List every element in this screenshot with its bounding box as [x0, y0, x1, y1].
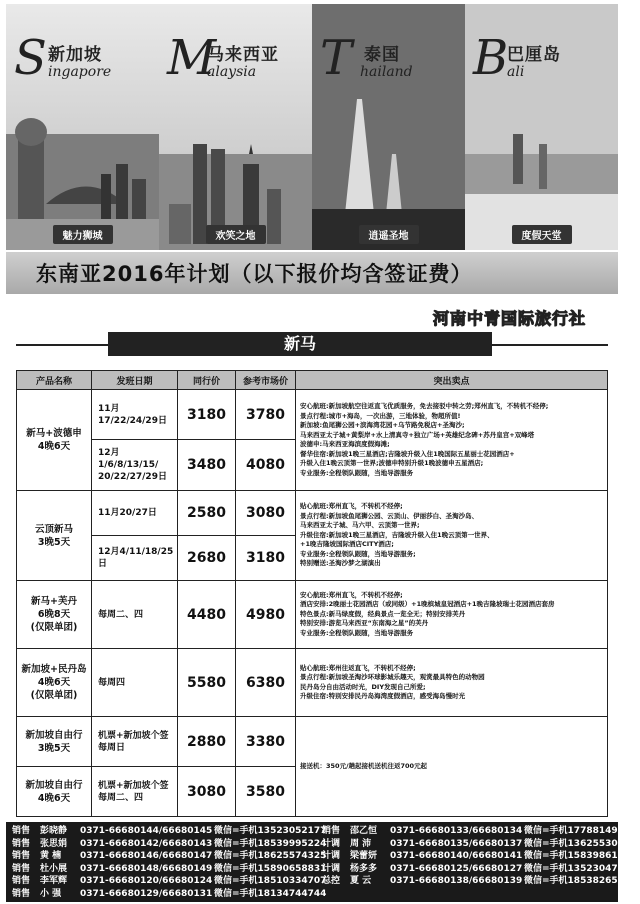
market-price: 3380 [236, 717, 296, 767]
banner-tag: 欢笑之地 [206, 225, 266, 244]
contact-role: 计调 [322, 851, 341, 862]
price-table [16, 370, 608, 817]
contact-name: 邵乙恒 [350, 826, 378, 836]
contact-phone: 0371-66680125/66680127 [390, 863, 523, 874]
contact-phone: 0371-66680146/66680147 [80, 851, 213, 862]
banner-panel-singapore [6, 4, 159, 250]
peer-price: 3480 [178, 440, 236, 491]
logo-english: alaysia [207, 64, 257, 80]
market-price: 3580 [236, 767, 296, 817]
product-name: 云顶新马 3晚5天 [17, 491, 92, 581]
contact-role: 销售 [12, 888, 31, 899]
contact-wechat: 微信=手机13523047603 [524, 863, 637, 874]
contact-wechat: 微信=手机18539995224 [214, 838, 327, 849]
contacts-left [12, 825, 330, 901]
malaysia-logo [167, 30, 312, 86]
banner-panel-thailand [312, 4, 465, 250]
logo-initial: M [167, 30, 217, 86]
logo-english: hailand [360, 64, 413, 80]
contact-line [12, 825, 330, 838]
title-bar [6, 252, 618, 294]
market-price: 4980 [236, 581, 296, 649]
peer-price: 3080 [178, 767, 236, 817]
product-name: 新加坡自由行 4晚6天 [17, 767, 92, 817]
peer-price: 4480 [178, 581, 236, 649]
highlights: 安心航班:新加坡航空往返直飞优质服务，免去接驳中转之劳;郑州直飞，不转机不经停; 景点行程:城市+海岛，一次出游，三地体验，物超所值! 新加坡:鱼尾狮公园+滨海湾花园+乌节路免税店+圣淘沙; 马来西亚太子城+黄梨岸+水上清真寺+独立广场+英雄纪念碑+苏丹皇宫+双峰塔 波德申:马来西亚海滨度假海滩; 督华住宿:新加坡1晚三星酒店;吉隆坡升级入住1晚国际五星丽士花园酒店+ 升级入住1晚云顶第一世界;波德申特别升级1晚波德申五星酒店; 专业服务:全程领队跟随，当地导游服务 [296, 390, 608, 491]
contacts-footer [6, 822, 637, 902]
logo-initial: T [320, 30, 353, 86]
contact-wechat: 微信=手机13625530998 [524, 838, 637, 849]
contact-line [12, 888, 330, 901]
singapore-logo [14, 30, 159, 86]
contact-wechat: 微信=手机13523052177 [214, 826, 327, 836]
contact-line [322, 825, 640, 838]
contact-name: 张思娟 [40, 838, 68, 849]
logo-chinese: 马来西亚 [207, 45, 279, 65]
contact-line [322, 863, 640, 876]
product-name: 新加坡+民丹岛 4晚6天 (仅限单团) [17, 649, 92, 717]
thailand-logo [320, 30, 465, 86]
contact-phone: 0371-66680138/66680139 [390, 876, 523, 887]
contact-phone: 0371-66680148/66680149 [80, 863, 213, 874]
departure-date: 11月20/27日 [92, 491, 178, 536]
departure-date: 12月1/6/8/13/15/ 20/22/27/29日 [92, 440, 178, 491]
header-dates: 发班日期 [92, 371, 178, 390]
highlights: 接送机：350元/趟起接机送机往返700元起 [296, 717, 608, 817]
market-price: 3080 [236, 491, 296, 536]
departure-date: 每周二、四 [92, 581, 178, 649]
departure-date: 11月17/22/24/29日 [92, 390, 178, 440]
highlights: 贴心航班:郑州往返直飞，不转机不经停; 景点行程:新加坡圣淘沙环球影城乐趣天，观赏最具特色的动物园 民丹岛分自由活动时光，DIY发现自己所爱; 升级住宿:特别安排民丹岛海湾度假酒店，感受海岛慢时光 [296, 649, 608, 717]
contact-phone: 0371-66680144/66680145 [80, 826, 213, 836]
table-row [17, 717, 608, 767]
logo-chinese: 巴厘岛 [507, 45, 561, 65]
contact-wechat: 微信=手机15890658831 [214, 863, 327, 874]
contact-phone: 0371-66680135/66680137 [390, 838, 523, 849]
contact-wechat: 微信=手机18625574325 [214, 851, 327, 862]
header-market-price: 参考市场价 [236, 371, 296, 390]
peer-price: 5580 [178, 649, 236, 717]
product-name: 新加坡自由行 3晚5天 [17, 717, 92, 767]
contact-role: 销售 [12, 863, 31, 874]
header-highlights: 突出卖点 [296, 371, 608, 390]
banner-panel-malaysia [159, 4, 312, 250]
contact-name: 李军辉 [40, 876, 68, 887]
market-price: 3180 [236, 536, 296, 581]
logo-english: ali [507, 64, 525, 80]
contact-wechat: 微信=手机18134744744 [214, 888, 327, 899]
contact-phone: 0371-66680142/66680143 [80, 838, 213, 849]
contact-line [322, 838, 640, 851]
table-row [17, 491, 608, 536]
product-name: 新马+波德申 4晚6天 [17, 390, 92, 491]
contact-role: 销售 [12, 876, 31, 887]
peer-price: 2880 [178, 717, 236, 767]
highlights: 安心航班:郑州直飞，不转机不经停; 酒店安排:2晚丽士花园酒店（或同级）+1晚槟城皇冠酒店+1晚吉隆坡瑞士花园酒店套房 特色景点:新马绿度假，经典景点一览全无；特别安排芙丹 特别安排:游览马来西亚“东南海之星”的芙丹 专业服务:全程领队跟随，当地导游服务 [296, 581, 608, 649]
logo-initial: B [473, 30, 509, 86]
peer-price: 3180 [178, 390, 236, 440]
peer-price: 2680 [178, 536, 236, 581]
peer-price: 2580 [178, 491, 236, 536]
contact-name: 周 沛 [350, 838, 372, 849]
contact-line [12, 838, 330, 851]
contact-line [322, 875, 640, 888]
contact-name: 梁蕾妍 [350, 851, 378, 862]
departure-date: 机票+新加坡个签 每周二、四 [92, 767, 178, 817]
contact-name: 黄 楠 [40, 851, 62, 862]
contact-line [12, 850, 330, 863]
contact-phone: 0371-66680129/66680131 [80, 888, 213, 899]
contact-role: 计调 [322, 863, 341, 874]
contact-phone: 0371-66680120/66680124 [80, 876, 213, 887]
contact-name: 杜小展 [40, 863, 68, 874]
contact-role: 计调 [322, 838, 341, 849]
table-row [17, 581, 608, 649]
contact-wechat: 微信=手机18510334707 [214, 876, 327, 887]
contact-role: 销售 [12, 826, 31, 836]
destination-banner [6, 4, 618, 250]
header-product: 产品名称 [17, 371, 92, 390]
banner-tag: 度假天堂 [512, 225, 572, 244]
market-price: 3780 [236, 390, 296, 440]
table-header-row [17, 371, 608, 390]
market-price: 4080 [236, 440, 296, 491]
departure-date: 12月4/11/18/25日 [92, 536, 178, 581]
contacts-right [322, 825, 640, 888]
banner-tag: 魅力狮城 [53, 225, 113, 244]
contact-role: 总控 [322, 876, 341, 887]
contact-name: 杨多多 [350, 863, 378, 874]
contact-role: 销售 [322, 826, 341, 836]
departure-date: 每周四 [92, 649, 178, 717]
contact-wechat: 微信=手机17788149527 [524, 826, 637, 836]
logo-english: ingapore [48, 64, 112, 80]
logo-chinese: 新加坡 [48, 45, 102, 65]
product-name: 新马+芙丹 6晚8天 (仅限单团) [17, 581, 92, 649]
market-price: 6380 [236, 649, 296, 717]
page-title: 东南亚2016年计划（以下报价均含签证费） [36, 262, 473, 286]
section-title: 新马 [108, 332, 492, 356]
contact-line [12, 875, 330, 888]
departure-date: 机票+新加坡个签 每周日 [92, 717, 178, 767]
contact-role: 销售 [12, 838, 31, 849]
contact-phone: 0371-66680133/66680134 [390, 826, 523, 836]
contact-name: 夏 云 [350, 876, 372, 887]
contact-name: 彭晓静 [40, 826, 68, 836]
contact-name: 小 强 [40, 888, 62, 899]
contact-wechat: 微信=手机15839861826 [524, 851, 637, 862]
logo-chinese: 泰国 [364, 45, 400, 65]
contact-line [322, 850, 640, 863]
logo-initial: S [14, 30, 47, 86]
banner-panel-bali [465, 4, 618, 250]
banner-tag: 逍遥圣地 [359, 225, 419, 244]
table-row [17, 390, 608, 440]
bali-logo [473, 30, 618, 86]
table-row [17, 649, 608, 717]
agency-name: 河南中青国际旅行社 [432, 309, 586, 328]
contact-phone: 0371-66680140/66680141 [390, 851, 523, 862]
contact-wechat: 微信=手机18538265715 [524, 876, 637, 887]
header-peer-price: 同行价 [178, 371, 236, 390]
contact-role: 销售 [12, 851, 31, 862]
highlights: 贴心航班:郑州直飞，不转机不经停; 景点行程:新加坡鱼尾狮公园、云顶山、伊丽莎白、圣淘沙岛、 马来西亚太子城、马六甲、云顶第一世界; 升级住宿:新加坡1晚三星酒店，吉隆坡升级入住1晚云顶第一世界、 +1晚吉隆坡国际酒店CITY酒店; 专业服务:全程领队跟随，当地导游服务; 特别赠送:圣淘沙梦之湖演出 [296, 491, 608, 581]
contact-line [12, 863, 330, 876]
